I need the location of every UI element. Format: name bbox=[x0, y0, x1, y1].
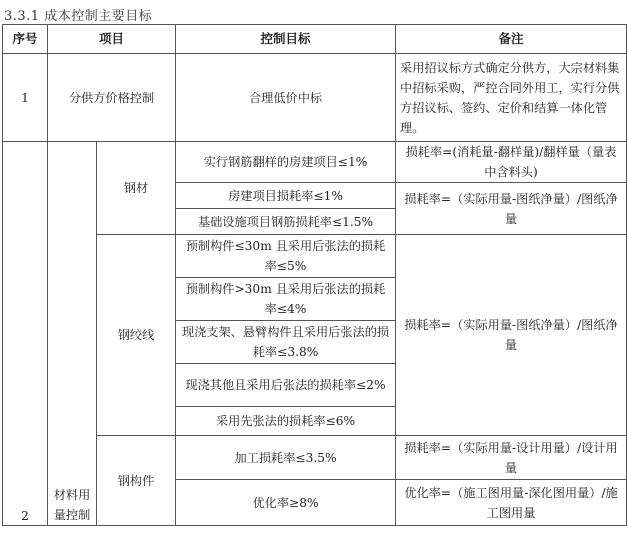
member-note-2: 优化率=（施工图用量-深化图用量）/施工图用量 bbox=[396, 480, 627, 526]
strand-target-3: 现浇支架、悬臂构件且采用后张法的损耗率≤3.8% bbox=[176, 321, 396, 364]
header-item: 项目 bbox=[48, 25, 176, 54]
steel-target-2: 房建项目损耗率≤1% bbox=[176, 183, 396, 209]
header-row bbox=[3, 25, 627, 54]
strand-target-1: 预制构件≤30m 且采用后张法的损耗率≤5% bbox=[176, 235, 396, 278]
steel-note-1: 损耗率=(消耗量-翻样量)/翻样量（量表中含料头) bbox=[396, 142, 627, 183]
row1-item: 分供方价格控制 bbox=[48, 54, 176, 142]
table-row bbox=[3, 235, 627, 278]
member-target-2: 优化率≥8% bbox=[176, 480, 396, 526]
row1-target: 合理低价中标 bbox=[176, 54, 396, 142]
cost-control-table bbox=[2, 24, 627, 526]
row1-seq: 1 bbox=[3, 54, 48, 142]
member-name: 钢构件 bbox=[97, 436, 176, 526]
row2-category: 材料用量控制 bbox=[48, 142, 97, 526]
member-note-1: 损耗率=（实际用量-设计用量）/设计用量 bbox=[396, 436, 627, 480]
section-heading: 3.3.1 成本控制主要目标 bbox=[4, 9, 153, 24]
table-row bbox=[3, 142, 627, 183]
strand-target-5: 采用先张法的损耗率≤6% bbox=[176, 407, 396, 436]
header-note: 备注 bbox=[396, 25, 627, 54]
member-target-1: 加工损耗率≤3.5% bbox=[176, 436, 396, 480]
row2-seq: 2 bbox=[3, 142, 48, 526]
strand-name: 钢绞线 bbox=[97, 235, 176, 436]
strand-target-2: 预制构件>30m 且采用后张法的损耗率≤4% bbox=[176, 278, 396, 321]
steel-name: 钢材 bbox=[97, 142, 176, 235]
header-target: 控制目标 bbox=[176, 25, 396, 54]
steel-target-1: 实行钢筋翻样的房建项目≤1% bbox=[176, 142, 396, 183]
steel-note-23: 损耗率=（实际用量-图纸净量）/图纸净量 bbox=[396, 183, 627, 235]
table-row bbox=[3, 436, 627, 480]
strand-note: 损耗率=（实际用量-图纸净量）/图纸净量 bbox=[396, 235, 627, 436]
table-row bbox=[3, 54, 627, 142]
header-seq: 序号 bbox=[3, 25, 48, 54]
steel-target-3: 基础设施项目钢筋损耗率≤1.5% bbox=[176, 209, 396, 235]
row1-note: 采用招议标方式确定分供方，大宗材料集中招标采购，严控合同外用工，实行分供方招议标、签约、定价和结算一体化管理。 bbox=[396, 54, 627, 142]
strand-target-4: 现浇其他且采用后张法的损耗率≤2% bbox=[176, 364, 396, 407]
